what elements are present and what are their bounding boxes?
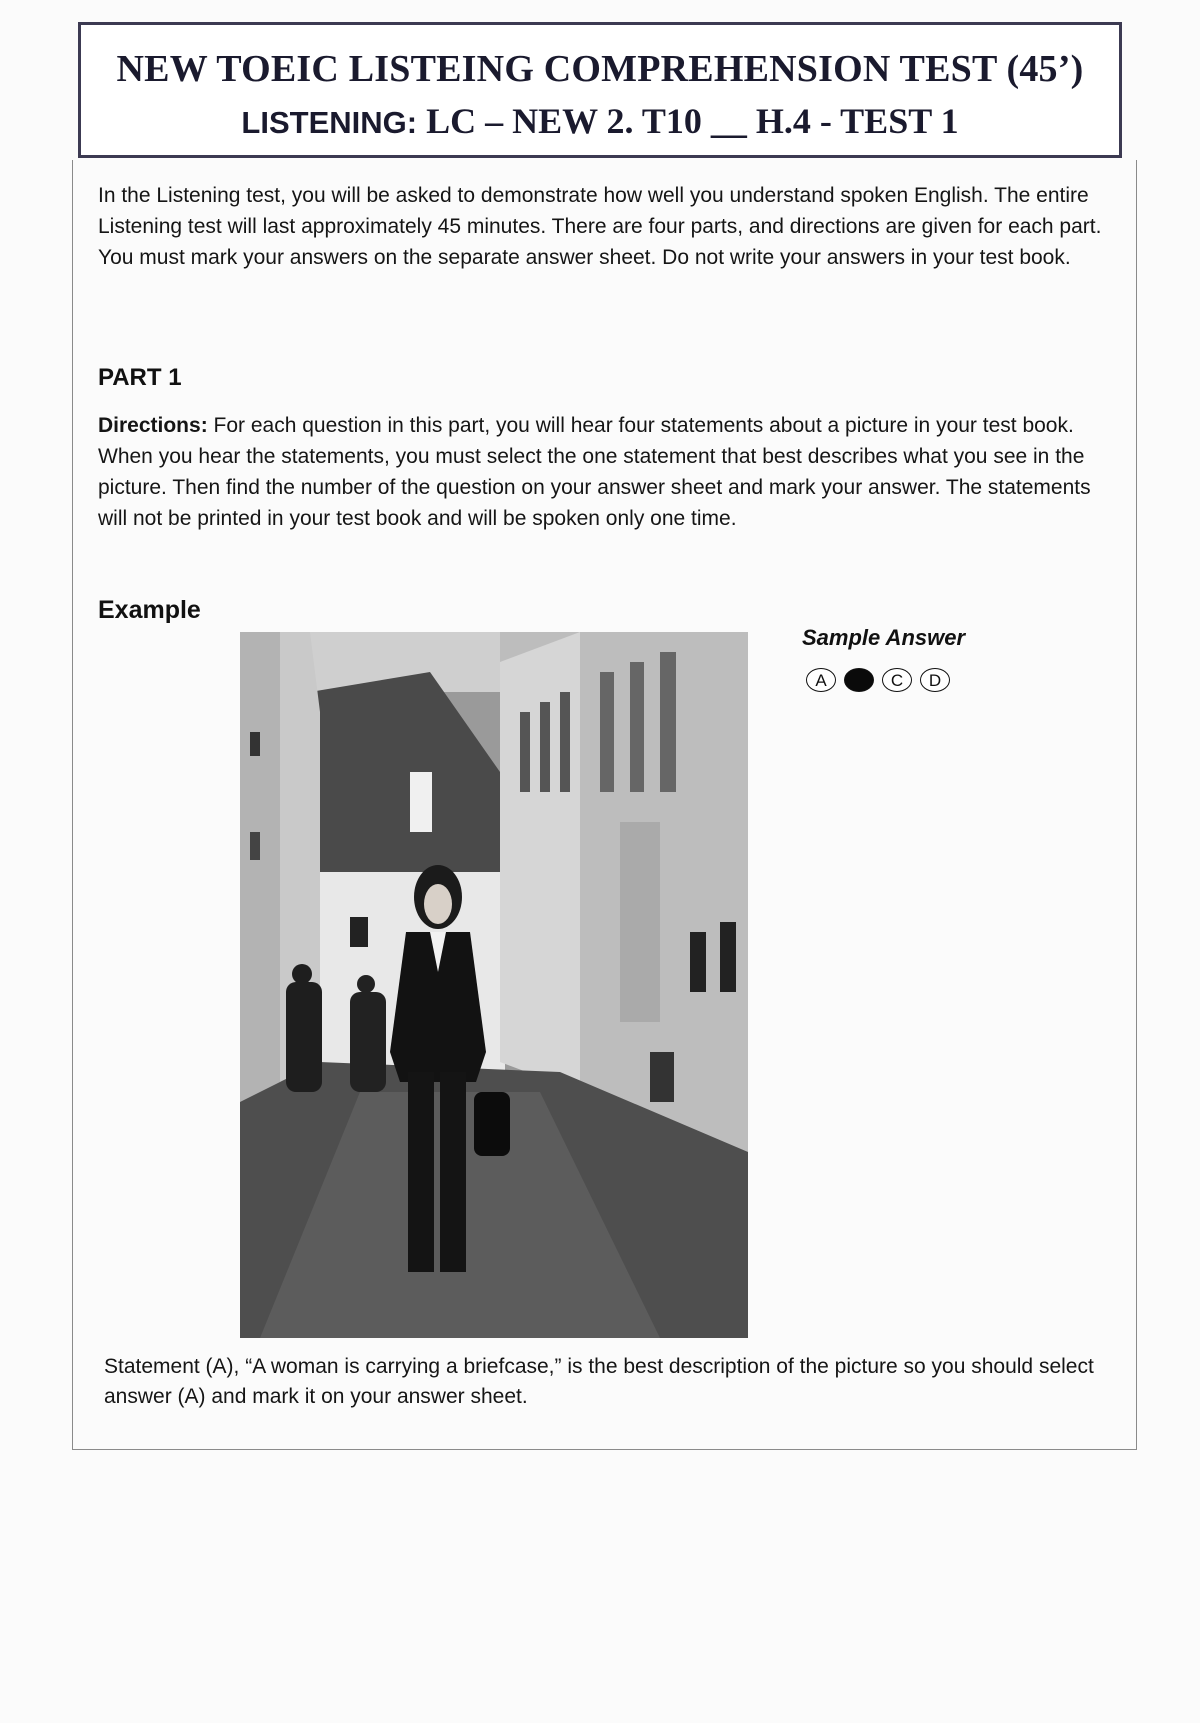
answer-bubble-d: D [920, 668, 950, 692]
subtitle-rest: LC – NEW 2. T10 __ H.4 - TEST 1 [417, 101, 959, 141]
street-scene-image [240, 632, 748, 1338]
part-1-heading: PART 1 [98, 364, 182, 391]
example-photo [240, 632, 748, 1338]
answer-bubble-c: C [882, 668, 912, 692]
test-title: NEW TOEIC LISTEING COMPREHENSION TEST (45’) [116, 48, 1084, 90]
example-heading: Example [98, 596, 201, 624]
directions-text: For each question in this part, you will hear four statements about a picture in your test book. When you hear the statements, you must select the one statement that best describes what you see in the picture. Then find the number of the question on your answer sheet and mark your answer. The statements will not be printed in your test book and will be spoken only one time. [98, 414, 1091, 530]
answer-bubble-b-filled [844, 668, 874, 692]
test-subtitle [81, 100, 1119, 142]
answer-bubbles [806, 668, 950, 692]
example-statement: Statement (A), “A woman is carrying a briefcase,” is the best description of the picture so you should select answer (A) and mark it on your answer sheet. [104, 1355, 1094, 1408]
answer-bubble-a: A [806, 668, 836, 692]
intro-paragraph: In the Listening test, you will be asked to demonstrate how well you understand spoken English. The entire Listening test will last approximately 45 minutes. There are four parts, and directions are given for each part. You must mark your answers on the separate answer sheet. Do not write your answers in your test book. [98, 184, 1102, 269]
directions-label: Directions: [98, 414, 208, 437]
part-1-directions [98, 410, 1108, 534]
sample-answer-label: Sample Answer [802, 625, 966, 650]
subtitle-prefix: LISTENING: [241, 105, 418, 140]
title-box [78, 22, 1122, 158]
